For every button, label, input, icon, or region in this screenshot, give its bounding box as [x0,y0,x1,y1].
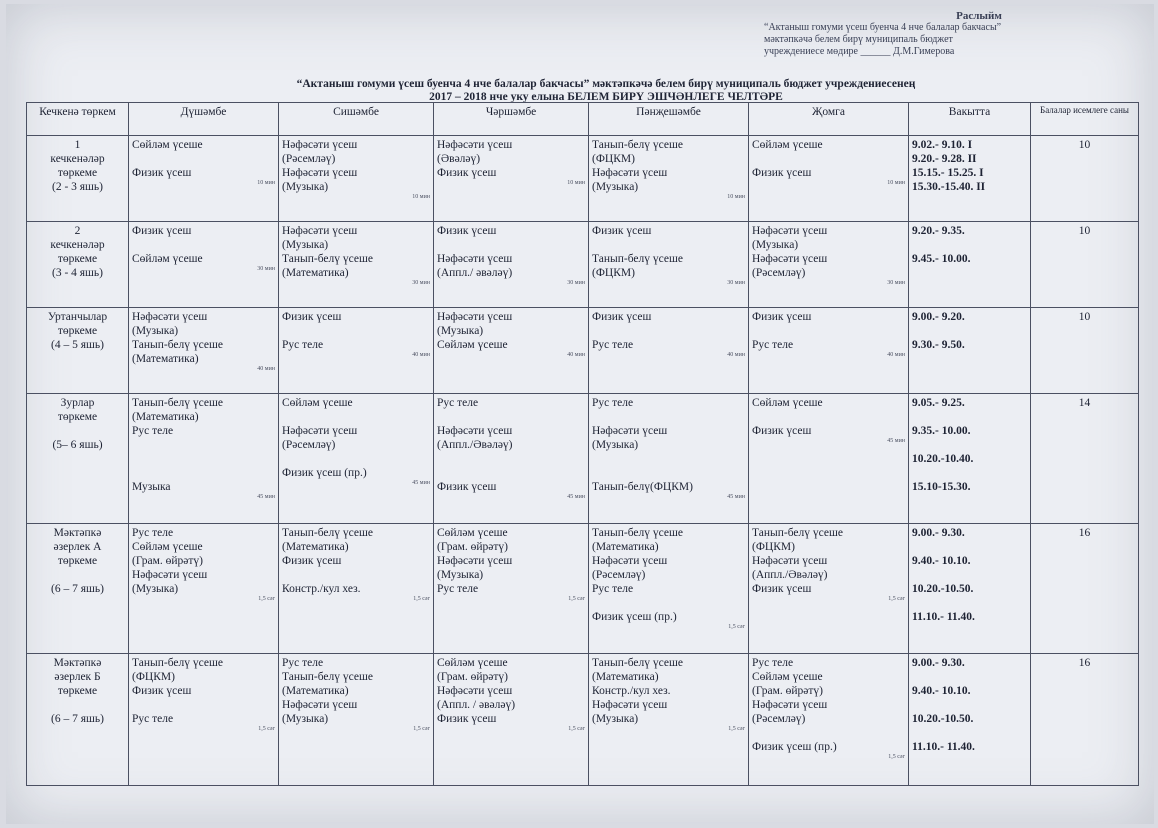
lesson-line: Рус теле [437,397,479,409]
group-label-line: Уртанчылар [47,311,108,323]
lesson-line: Нәфәсәти үсеш [437,253,513,265]
lesson-line [592,324,745,338]
lesson-line: Нәфәсәти үсеш [592,699,668,711]
lesson-line: (ФЦКМ) [752,541,795,553]
lesson-line: Сөйләм үсеше [437,527,508,539]
lesson-line: Нәфәсәти үсеш [752,555,828,567]
approval-stamp [764,10,1124,58]
duration-note: 10 мин [727,194,745,200]
lesson-line [132,698,275,712]
lesson-cell [129,136,279,222]
lesson-cell [749,136,909,222]
table-row [27,394,1139,524]
lesson-line: (Музыка) [592,439,639,451]
duration-note: 10 мин [412,194,430,200]
lesson-line [752,152,905,166]
header-row [27,103,1139,136]
header-wednesday: Чәршәмбе [434,103,589,136]
duration-note: 30 мин [887,280,905,286]
lesson-line: (Музыка) [592,181,639,193]
group-label-line: әзерлек А [53,541,102,553]
lesson-line: Физик үсеш [282,555,342,567]
lesson-line: (Музыка) [437,569,484,581]
lesson-line: Нәфәсәти үсеш [752,699,828,711]
lesson-line: Рус теле [132,713,174,725]
lesson-line [592,410,745,424]
lesson-line: (Аппл. / әвәләү) [437,699,516,711]
time-slot: 9.40.- 10.10. [912,555,971,567]
lesson-cell [749,308,909,394]
lesson-cell [129,308,279,394]
time-slot [912,410,1027,424]
lesson-line: Танып-белү(ФЦКМ) [592,481,693,493]
header-time: Вакытта [909,103,1031,136]
lesson-cell [589,524,749,654]
lesson-line: Танып-белү үсеше [592,253,683,265]
lesson-line: Нәфәсәти үсеш [437,311,513,323]
time-slot: 11.10.- 11.40. [912,741,975,753]
lesson-line: Констр./кул хез. [592,685,671,697]
lesson-line [437,466,585,480]
table-row [27,136,1139,222]
group-label-line: кечкенәләр [50,153,105,165]
lesson-cell [749,654,909,786]
lesson-line: Нәфәсәти үсеш [132,569,208,581]
document-title [136,78,1076,104]
lesson-line: Сөйләм үсеше [282,397,353,409]
group-label-line: Зурлар [60,397,95,409]
children-count-cell: 16 [1031,654,1139,786]
lesson-line [592,466,745,480]
lesson-line [437,452,585,466]
group-label-line: (4 – 5 яшь) [51,339,104,351]
lesson-line: (Грам. өйрәтү) [437,541,508,553]
lesson-line: Танып-белү үсеше [282,671,373,683]
lesson-line: (Математика) [132,353,199,365]
lesson-line: Нәфәсәти үсеш [437,139,513,151]
lesson-line: Физик үсеш [592,311,652,323]
table-row [27,222,1139,308]
lesson-line [437,238,585,252]
duration-note: 1,5 сәг [728,624,745,630]
lesson-line: Танып-белү үсеше [132,397,223,409]
lesson-line: Рус теле [437,583,479,595]
lesson-line: Рус теле [592,583,634,595]
lesson-line: Рус теле [282,339,324,351]
lesson-cell [279,136,434,222]
time-slot: 9.20.- 9.28. II [912,153,977,165]
time-slot: 10.20.-10.50. [912,583,974,595]
time-slot: 15.30.-15.40. II [912,181,986,193]
lesson-cell [279,394,434,524]
schedule-body [27,136,1139,786]
time-slot [912,568,1027,582]
lesson-line: Физик үсеш [592,225,652,237]
duration-note: 30 мин [727,280,745,286]
lesson-line: Танып-белү үсеше [282,527,373,539]
lesson-line: Нәфәсәти үсеш [437,555,513,567]
approval-line: мәктәпкәчә белем бирү муниципаль бюджет [764,34,953,45]
table-row [27,308,1139,394]
group-label-line: 2 [74,225,81,237]
group-cell [27,654,129,786]
time-slot: 9.40.- 10.10. [912,685,971,697]
lesson-line [592,452,745,466]
lesson-cell [129,524,279,654]
duration-note: 45 мин [567,494,585,500]
lesson-cell [434,394,589,524]
lesson-line: Сөйләм үсеше [752,397,823,409]
group-label-line: (3 - 4 яшь) [51,267,103,279]
group-label-line: Мәктәпкә [53,657,102,669]
lesson-line: (ФЦКМ) [592,153,635,165]
lesson-cell [129,394,279,524]
lesson-line [132,466,275,480]
group-label-line: (5– 6 яшь) [52,439,103,451]
lesson-line: (Аппл./ әвәләү) [437,267,513,279]
lesson-line [132,152,275,166]
header-thursday: Пәнҗешәмбе [589,103,749,136]
lesson-cell [589,654,749,786]
time-slot [912,324,1027,338]
group-cell [27,394,129,524]
lesson-line: Танып-белү үсеше [132,657,223,669]
group-cell [27,524,129,654]
title-line-2: 2017 – 2018 нче уку елына БЕЛЕМ БИРҮ ЭШЧӘНЛЕГЕ ЧЕЛТӘРЕ [429,91,783,103]
lesson-line: Физик үсеш [752,583,812,595]
lesson-cell [434,136,589,222]
group-label-line: төркеме [57,325,98,337]
lesson-line: (Рәсемләү) [282,153,336,165]
lesson-line: (Музыка) [752,239,799,251]
table-row [27,524,1139,654]
lesson-line: (Музыка) [132,583,179,595]
time-slot [912,698,1027,712]
duration-note: 1,5 сәг [258,596,275,602]
lesson-line: (Рәсемләү) [752,267,806,279]
lesson-line: (Аппл./Әвәләү) [752,569,828,581]
group-label-line: (6 – 7 яшь) [51,583,104,595]
time-slot: 9.00.- 9.30. [912,527,965,539]
lesson-line: Рус теле [132,527,174,539]
lesson-line: (Музыка) [282,713,329,725]
time-slot: 9.00.- 9.30. [912,657,965,669]
lesson-line: Констр./кул хез. [282,583,361,595]
group-label-line [30,568,125,582]
lesson-line: Физик үсеш [752,167,812,179]
lesson-line: Нәфәсәти үсеш [752,253,828,265]
group-label-line [30,698,125,712]
lesson-line: Рус теле [752,339,794,351]
lesson-line: (Рәсемләү) [752,713,806,725]
lesson-line [132,238,275,252]
lesson-cell [129,654,279,786]
lesson-line: Нәфәсәти үсеш [282,139,358,151]
lesson-line: Нәфәсәти үсеш [592,167,668,179]
children-count-cell: 10 [1031,136,1139,222]
lesson-line: Физик үсеш [132,685,192,697]
group-label-line: (6 – 7 яшь) [51,713,104,725]
approval-line: учреждениесе мөдире ______ Д.М.Гимерова [764,46,955,57]
group-label-line [30,424,125,438]
lesson-line: Физик үсеш [132,167,192,179]
duration-note: 1,5 сәг [413,726,430,732]
duration-note: 40 мин [567,352,585,358]
lesson-line: Физик үсеш [752,311,812,323]
lesson-line: Физик үсеш [752,425,812,437]
time-slot [912,670,1027,684]
group-cell [27,308,129,394]
time-slot: 10.20.-10.50. [912,713,974,725]
lesson-line: Танып-белү үсеше [132,339,223,351]
lesson-cell [279,308,434,394]
lesson-line: Сөйләм үсеше [437,339,508,351]
lesson-line: Нәфәсәти үсеш [132,311,208,323]
lesson-line: Танып-белү үсеше [752,527,843,539]
duration-note: 1,5 сәг [568,596,585,602]
duration-note: 40 мин [727,352,745,358]
lesson-line: Рус теле [592,339,634,351]
lesson-cell [434,524,589,654]
lesson-line: Рус теле [752,657,794,669]
lesson-line [282,568,430,582]
time-slot: 15.10-15.30. [912,481,971,493]
lesson-line: (Әвәләү) [437,153,481,165]
duration-note: 40 мин [257,366,275,372]
lesson-line: Танып-белү үсеше [282,253,373,265]
lesson-cell [434,654,589,786]
lesson-line: Сөйләм үсеше [132,253,203,265]
lesson-line: (Музыка) [132,325,179,337]
duration-note: 10 мин [257,180,275,186]
duration-note: 30 мин [567,280,585,286]
time-slot [912,238,1027,252]
lesson-cell [279,222,434,308]
header-monday: Дүшәмбе [129,103,279,136]
group-label-line: әзерлек Б [54,671,101,683]
time-slot: 10.20.-10.40. [912,453,974,465]
lesson-line: (Математика) [282,267,349,279]
lesson-line: Физик үсеш [437,167,497,179]
group-label-line: төркеме [57,685,98,697]
lesson-line: Нәфәсәти үсеш [752,225,828,237]
lesson-line: (ФЦКМ) [592,267,635,279]
lesson-line: Нәфәсәти үсеш [437,425,513,437]
header-children-count: Балалар исемлеге саны [1031,103,1139,136]
lesson-cell [589,222,749,308]
duration-note: 10 мин [887,180,905,186]
duration-note: 10 мин [567,180,585,186]
time-cell [909,524,1031,654]
title-line-1: “Актаныш гомуми үсеш буенча 4 нче балалар бакчасы” мәктәпкәчә белем бирү муниципаль бюджет учреждениесенең [296,78,916,90]
lesson-line: (Рәсемләү) [592,569,646,581]
children-count-cell: 10 [1031,222,1139,308]
group-label-line: төркеме [57,555,98,567]
lesson-line: Физик үсеш [437,481,497,493]
time-slot: 9.45.- 10.00. [912,253,971,265]
group-label-line: 1 [74,139,81,151]
group-cell [27,136,129,222]
lesson-line: (Математика) [592,671,659,683]
time-slot [912,438,1027,452]
time-slot: 9.00.- 9.20. [912,311,965,323]
lesson-cell [749,222,909,308]
time-slot [912,596,1027,610]
lesson-line: (Математика) [132,411,199,423]
group-label-line: төркеме [57,411,98,423]
lesson-line: Сөйләм үсеше [132,139,203,151]
lesson-line: Рус теле [132,425,174,437]
lesson-line: Танып-белү үсеше [592,139,683,151]
lesson-line [752,410,905,424]
lesson-line: Рус теле [282,657,324,669]
time-slot [912,540,1027,554]
lesson-cell [589,308,749,394]
lesson-cell [434,222,589,308]
lesson-line: Физик үсеш [282,311,342,323]
lesson-cell [129,222,279,308]
lesson-line [752,726,905,740]
time-cell [909,222,1031,308]
lesson-line: (Аппл./Әвәләү) [437,439,513,451]
lesson-line: (Грам. өйрәтү) [752,685,823,697]
lesson-line [282,410,430,424]
time-cell [909,654,1031,786]
children-count-cell: 10 [1031,308,1139,394]
duration-note: 1,5 сәг [413,596,430,602]
group-label-line: кечкенәләр [50,239,105,251]
duration-note: 30 мин [257,266,275,272]
duration-note: 45 мин [412,480,430,486]
time-slot: 11.10.- 11.40. [912,611,975,623]
lesson-line: (Математика) [282,541,349,553]
time-slot: 15.15.- 15.25. I [912,167,984,179]
lesson-line: Физик үсеш (пр.) [282,467,367,479]
time-slot: 9.30.- 9.50. [912,339,965,351]
children-count-cell: 16 [1031,524,1139,654]
lesson-cell [749,524,909,654]
lesson-line [437,410,585,424]
lesson-line: Физик үсеш [437,713,497,725]
lesson-line: (Математика) [592,541,659,553]
lesson-line: (Музыка) [282,239,329,251]
lesson-line [592,238,745,252]
lesson-line: Нәфәсәти үсеш [437,685,513,697]
duration-note: 1,5 сәг [258,726,275,732]
lesson-line: Физик үсеш [132,225,192,237]
lesson-line [282,452,430,466]
lesson-line: Сөйләм үсеше [437,657,508,669]
lesson-line [132,452,275,466]
approval-line: “Актаныш гомуми үсеш буенча 4 нче балалар бакчасы” [764,22,1002,33]
lesson-line: (Музыка) [282,181,329,193]
group-label-line: (2 - 3 яшь) [51,181,103,193]
lesson-cell [279,524,434,654]
lesson-line [592,596,745,610]
lesson-line: Танып-белү үсеше [592,657,683,669]
children-count-cell: 14 [1031,394,1139,524]
lesson-line: Рус теле [592,397,634,409]
duration-note: 1,5 сәг [888,754,905,760]
lesson-line: (Музыка) [592,713,639,725]
lesson-line: Нәфәсәти үсеш [282,225,358,237]
lesson-line: Физик үсеш (пр.) [752,741,837,753]
lesson-cell [279,654,434,786]
lesson-line: Танып-белү үсеше [592,527,683,539]
lesson-line: Сөйләм үсеше [752,671,823,683]
lesson-cell [589,394,749,524]
lesson-line: Нәфәсәти үсеш [282,699,358,711]
lesson-line: (Математика) [282,685,349,697]
time-cell [909,136,1031,222]
lesson-line: Физик үсеш (пр.) [592,611,677,623]
lesson-line [282,324,430,338]
time-slot [912,466,1027,480]
lesson-line: (ФЦКМ) [132,671,175,683]
time-slot: 9.35.- 10.00. [912,425,971,437]
group-label-line: төркеме [57,253,98,265]
schedule-table [26,102,1139,786]
lesson-line: Сөйләм үсеше [752,139,823,151]
group-label-line: төркеме [57,167,98,179]
lesson-line [132,438,275,452]
lesson-line [752,324,905,338]
lesson-line: Физик үсеш [437,225,497,237]
lesson-line: (Рәсемләү) [282,439,336,451]
lesson-line: Музыка [132,481,171,493]
time-cell [909,394,1031,524]
lesson-cell [434,308,589,394]
duration-note: 40 мин [887,352,905,358]
duration-note: 30 мин [412,280,430,286]
duration-note: 1,5 сәг [888,596,905,602]
duration-note: 45 мин [257,494,275,500]
lesson-cell [589,136,749,222]
duration-note: 45 мин [887,438,905,444]
group-cell [27,222,129,308]
duration-note: 45 мин [727,494,745,500]
lesson-line: Нәфәсәти үсеш [592,425,668,437]
table-row [27,654,1139,786]
lesson-line: Нәфәсәти үсеш [282,167,358,179]
duration-note: 40 мин [412,352,430,358]
header-friday: Җомга [749,103,909,136]
time-slot [912,726,1027,740]
approval-heading: Раслыйм [956,10,1002,22]
group-label-line: Мәктәпкә [53,527,102,539]
time-slot: 9.20.- 9.35. [912,225,965,237]
header-tuesday: Сишәмбе [279,103,434,136]
lesson-line: (Грам. өйрәтү) [437,671,508,683]
duration-note: 1,5 сәг [728,726,745,732]
lesson-line: Сөйләм үсеше [132,541,203,553]
lesson-line: (Грам. өйрәтү) [132,555,203,567]
time-cell [909,308,1031,394]
lesson-cell [749,394,909,524]
time-slot: 9.05.- 9.25. [912,397,965,409]
lesson-line: (Музыка) [437,325,484,337]
header-group: Кечкенә төркем [27,103,129,136]
lesson-line: Нәфәсәти үсеш [282,425,358,437]
lesson-line: Нәфәсәти үсеш [592,555,668,567]
duration-note: 1,5 сәг [568,726,585,732]
time-slot: 9.02.- 9.10. I [912,139,973,151]
